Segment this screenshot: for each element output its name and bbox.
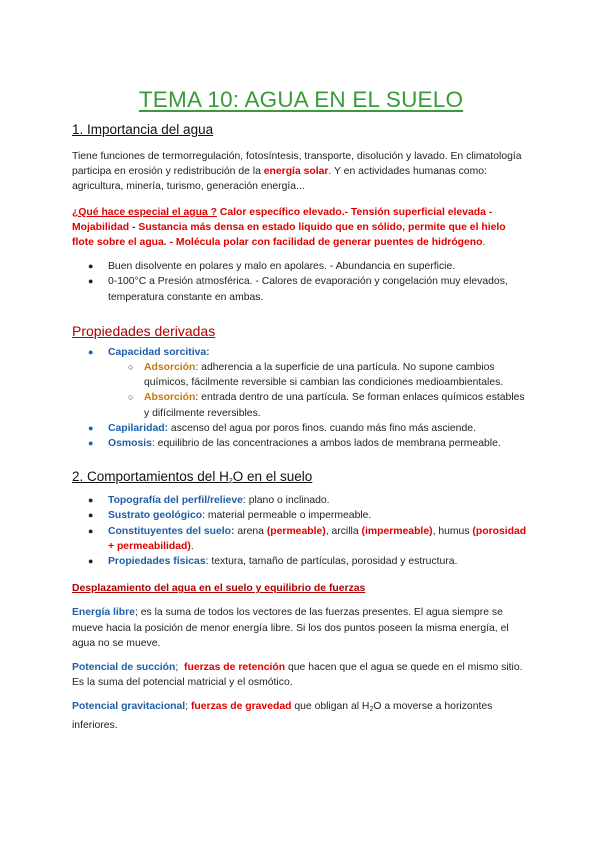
list-item [72,436,530,451]
osmosis-text: : equilibrio de las concentraciones a ambos lados de membrana permeable. [151,438,501,450]
bullet-icon: ● [88,495,94,506]
list-item-text: 0-100°C a Presión atmosférica. - Calores de evaporación y congelación muy elevados, temperatura constante en ambas. [108,276,508,303]
bullet-icon: ● [88,422,94,433]
intro-text-1: Tiene funciones de termorregulación, fotosíntesis, transporte, disolución y lavado. En climatología participa en erosión y redistribución de la [72,151,522,178]
succion-text: que hacen que el agua se quede en el mismo sitio. Es la suma del potencial matricial y el osmótico. [72,662,523,689]
heading-subscript: 2 [228,478,233,486]
heading-text: O en el suelo [232,469,313,485]
bullet-icon: ● [88,525,94,536]
gravedad-highlight: fuerzas de gravedad [190,701,292,713]
section-heading-desplazamiento: Desplazamiento del agua en el suelo y equilibrio de fuerzas [72,583,366,595]
sustrato-text: : material permeable o impermeable. [202,510,372,522]
impermeable-tag: (impermeable) [361,525,433,537]
page-title: TEMA 10: AGUA EN EL SUELO [138,87,464,112]
adsorcion-text: : adherencia a la superficie de una partícula. No supone cambios químicos, fácilmente reversible si cambian las condiciones medioambientales. [144,362,504,389]
importancia-list [72,259,530,305]
intro-text-2: . Y en actividades humanas como: agricultura, minería, turismo, generación energía... [72,166,487,193]
constituyentes-text: , arcilla [325,525,362,537]
topografia-label: Topografía del perfil/relieve [108,495,243,507]
succion-paragraph [72,660,530,690]
list-item [72,508,530,523]
list-item [72,259,530,274]
fisicas-text: : textura, tamaño de partículas, porosidad y estructura. [205,556,458,568]
list-item [72,274,530,304]
bullet-icon: ○ [128,392,134,403]
energia-text: ; es la suma de todos los vectores de las fuerzas presentes. El agua siempre se mueve hacia la posición de menor energía libre. Si los dos puntos poseen la misma energía, el agua no se mueve. [72,607,509,649]
list-item [72,493,530,508]
special-question: ¿Qué hace especial el agua ? [72,206,217,218]
bullet-icon: ● [88,438,94,449]
porosidad-tag: (porosidad + permeabilidad) [108,525,527,552]
special-end: . [482,237,486,249]
topografia-text: : plano o inclinado. [242,495,330,507]
constituyentes-label: Constituyentes del suelo: [108,525,235,537]
osmosis-label: Osmosis [108,438,152,450]
section-heading-importancia: 1. Importancia del agua [72,122,214,137]
bullet-icon: ● [88,346,94,357]
h2o-subscript: 2 [369,706,374,714]
succion-label: Potencial de succión [72,662,176,674]
capacidad-label: Capacidad sorcitiva: [108,346,210,358]
list-item [72,360,530,390]
list-item [72,524,530,554]
heading-text: 2. Comportamientos del H [72,469,229,485]
gravitacional-sep: ; [185,701,191,713]
capilaridad-label: Capilaridad: [108,422,169,434]
propiedades-list [72,345,530,451]
adsorcion-label: Adsorción [144,362,196,374]
fisicas-label: Propiedades físicas [108,556,206,568]
constituyentes-end: . [190,540,194,552]
constituyentes-text: , humus [432,525,473,537]
bullet-icon: ● [88,276,94,287]
bullet-icon: ○ [128,362,134,373]
section-heading-comportamientos [72,469,530,485]
special-text: Calor específico elevado.- Tensión superficial elevada - Mojabilidad - Sustancia más densa en estado líquido que en sólido, permite que el hielo flote sobre el agua. - Molécula polar con facilidad de generar puentes de hidrógeno [72,206,506,249]
capilaridad-text: ascenso del agua por poros finos. cuando más fino más asciende. [168,422,476,434]
bullet-icon: ● [88,261,94,272]
succion-sep: ; [175,662,185,674]
gravitacional-label: Potencial gravitacional [72,701,186,713]
absorcion-label: Absorción [144,392,196,404]
sustrato-label: Sustrato geológico [108,510,203,522]
gravitacional-text: O a moverse a horizontes inferiores. [72,701,493,731]
permeable-tag: (permeable) [266,525,326,537]
list-item [72,554,530,569]
list-item [72,390,530,420]
bullet-icon: ● [88,556,94,567]
gravitacional-text: que obligan al H [291,701,370,713]
list-item [72,421,530,436]
bullet-icon: ● [88,510,94,521]
special-paragraph [72,205,530,251]
intro-paragraph [72,149,530,195]
comportamientos-list [72,493,530,569]
gravitacional-paragraph [72,699,530,732]
intro-highlight: energía solar [263,166,329,178]
section-heading-propiedades: Propiedades derivadas [72,322,216,339]
list-item-text: Buen disolvente en polares y malo en apolares. - Abundancia en superficie. [108,261,456,273]
absorcion-text: : entrada dentro de una partícula. Se forman enlaces químicos estables y difícilmente reversibles. [144,392,525,419]
retencion-highlight: fuerzas de retención [184,662,286,674]
energia-libre-paragraph [72,605,530,651]
constituyentes-text: arena [234,525,267,537]
list-item [72,345,530,360]
energia-label: Energía libre [72,607,135,619]
